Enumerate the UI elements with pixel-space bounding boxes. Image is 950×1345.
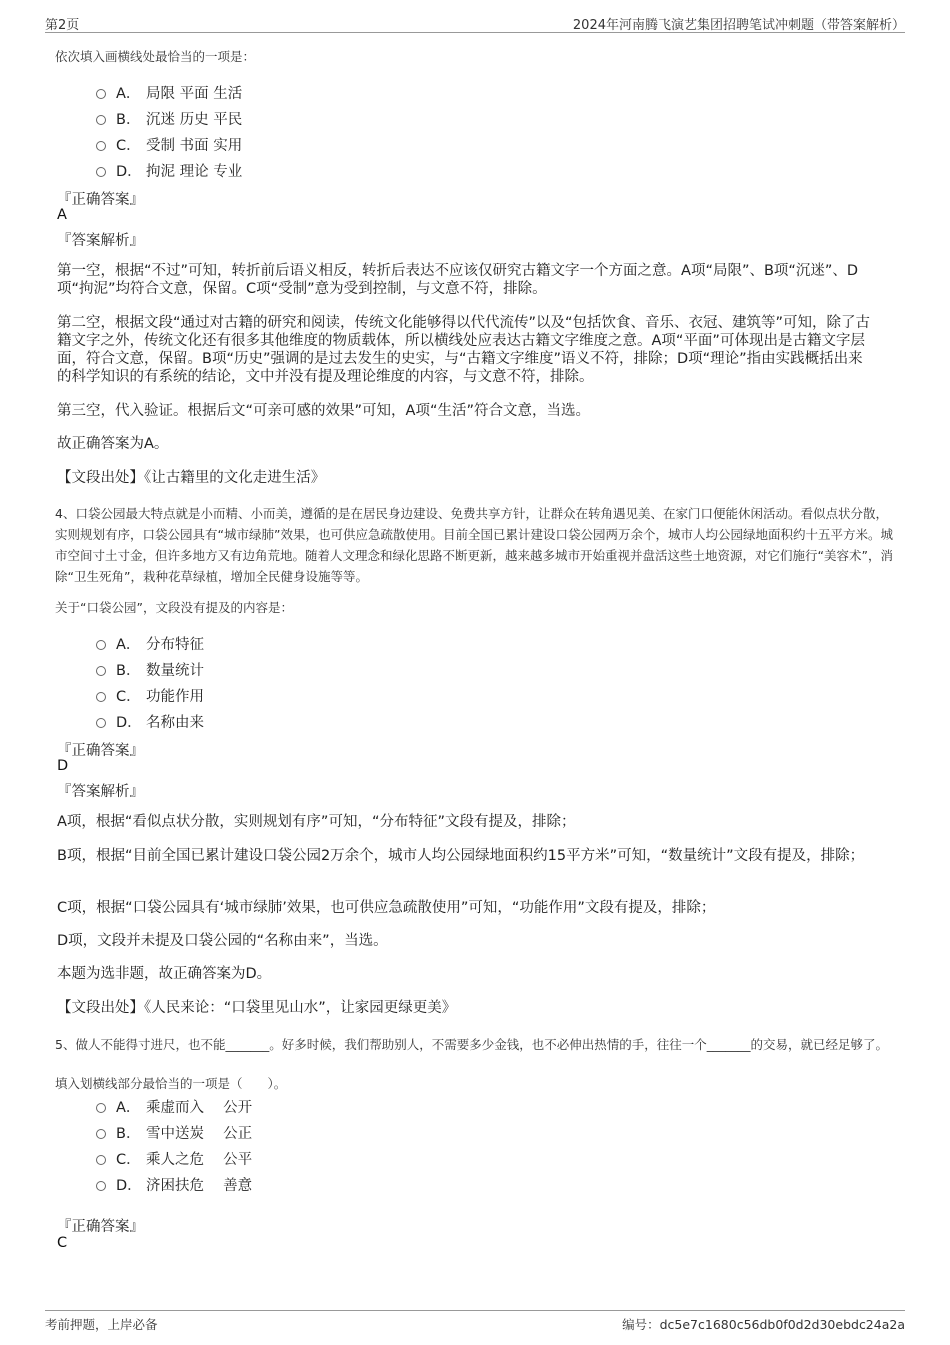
- radio-icon[interactable]: [96, 1129, 106, 1139]
- document-title: 2024年河南腾飞演艺集团招聘笔试冲刺题（带答案解析）: [572, 18, 905, 33]
- q4-option-c[interactable]: C． 功能作用: [96, 685, 204, 707]
- q3-analysis-p3: 第三空，代入验证。根据后文“可亲可感的效果”可知，A项“生活”符合文意，当选。: [57, 403, 590, 419]
- document-code: 编号：dc5e7c1680c56db0f0d2d30ebdc24a2a: [622, 1317, 905, 1332]
- radio-icon[interactable]: [96, 640, 106, 650]
- radio-icon[interactable]: [96, 1155, 106, 1165]
- radio-icon[interactable]: [96, 89, 106, 99]
- q4-passage: 4、口袋公园最大特点就是小而精、小而美，遵循的是在居民身边建设、免费共享方针，让群众在转角遇见美、在家门口便能休闲活动。看似点状分散，实则规划有序，口袋公园具有“城市绿肺”效果，也可供应急疏散使用。目前全国已累计建设口袋公园两万余个，城市人均公园绿地面积约十五平方米。城市空间寸土寸金，但许多地方又有边角荒地。随着人文理念和绿化思路不断更新，越来越多城市开始重视并盘活这些土地资源，对它们施行“美容术”，消除“卫生死角”，栽种花草绿植，增加全民健身设施等等。: [55, 506, 893, 584]
- q4-option-d[interactable]: D． 名称由来: [96, 711, 204, 733]
- radio-icon[interactable]: [96, 1103, 106, 1113]
- q4-source: 【文段出处】《人民来论：“口袋里见山水”，让家园更绿更美》: [57, 1000, 457, 1016]
- q4-answer-label: 『正确答案』: [57, 743, 144, 759]
- q4-option-a[interactable]: A． 分布特征: [96, 633, 204, 655]
- radio-icon[interactable]: [96, 692, 106, 702]
- q5-passage: 5、做人不能得寸进尺，也不能_______。好多时候，我们帮助别人，不需要多少金钱，也不必伸出热情的手，往往一个_______的交易，就已经足够了。: [55, 1037, 888, 1052]
- q4-analysis-d: D项，文段并未提及口袋公园的“名称由来”，当选。: [57, 933, 388, 949]
- q4-stem: 关于“口袋公园”，文段没有提及的内容是：: [55, 600, 293, 615]
- page-header: [45, 12, 905, 33]
- q3-option-a[interactable]: A． 局限 平面 生活: [96, 82, 242, 104]
- radio-icon[interactable]: [96, 141, 106, 151]
- q5-option-c[interactable]: C． 乘人之危 公平: [96, 1148, 252, 1170]
- q5-answer-label: 『正确答案』: [57, 1219, 144, 1235]
- q4-analysis-label: 『答案解析』: [57, 784, 144, 800]
- q3-analysis-p2: 第二空，根据文段“通过对古籍的研究和阅读，传统文化能够得以代代流传”以及“包括饮食、音乐、衣冠、建筑等”可知，除了古籍文字之外，传统文化还有很多其他维度的物质载体，所以横线处应表达古籍文字维度之意。A项“平面”可体现出是古籍文字层面，符合文意，保留。B项“历史”强调的是过去发生的史实，与“古籍文字维度”语义不符，排除；D项“理论”指由实践概括出来的科学知识的有系统的结论，文中并没有提及理论维度的内容，与文意不符，排除。: [57, 315, 871, 385]
- q4-analysis-a: A项，根据“看似点状分散，实则规划有序”可知，“分布特征”文段有提及，排除；: [57, 814, 576, 830]
- q3-source: 【文段出处】《让古籍里的文化走进生活》: [57, 470, 326, 486]
- radio-icon[interactable]: [96, 167, 106, 177]
- q5-answer: C: [57, 1235, 68, 1251]
- q3-option-d[interactable]: D． 拘泥 理论 专业: [96, 160, 242, 182]
- q3-option-b[interactable]: B． 沉迷 历史 平民: [96, 108, 242, 130]
- q3-option-c[interactable]: C． 受制 书面 实用: [96, 134, 242, 156]
- page-number: 第2页: [45, 18, 80, 33]
- q3-analysis-p4: 故正确答案为A。: [57, 436, 169, 452]
- radio-icon[interactable]: [96, 666, 106, 676]
- q5-option-b[interactable]: B． 雪中送炭 公正: [96, 1122, 252, 1144]
- q3-analysis-label: 『答案解析』: [57, 233, 144, 249]
- q4-analysis-b: B项，根据“目前全国已累计建设口袋公园2万余个，城市人均公园绿地面积约15平方米”可知，“数量统计”文段有提及，排除；: [57, 848, 865, 864]
- q3-analysis-p1: 第一空，根据“不过”可知，转折前后语义相反，转折后表达不应该仅研究古籍文字一个方面之意。A项“局限”、B项“沉迷”、D项“拘泥”均符合文意，保留。C项“受制”意为受到控制，与文意不符，排除。: [57, 263, 859, 297]
- q4-option-b[interactable]: B． 数量统计: [96, 659, 204, 681]
- q4-analysis-conclusion: 本题为选非题，故正确答案为D。: [57, 966, 272, 982]
- q4-analysis-c: C项，根据“口袋公园具有‘城市绿肺’效果，也可供应急疏散使用”可知，“功能作用”文段有提及，排除；: [57, 900, 716, 916]
- q3-stem: 依次填入画横线处最恰当的一项是：: [55, 49, 256, 64]
- page-footer: [45, 1310, 905, 1339]
- q3-answer: A: [57, 207, 67, 223]
- footer-slogan: 考前押题，上岸必备: [45, 1317, 158, 1332]
- q3-answer-label: 『正确答案』: [57, 192, 144, 208]
- q5-stem: 填入划横线部分最恰当的一项是（ ）。: [55, 1076, 287, 1091]
- q5-option-d[interactable]: D． 济困扶危 善意: [96, 1174, 252, 1196]
- radio-icon[interactable]: [96, 718, 106, 728]
- radio-icon[interactable]: [96, 115, 106, 125]
- radio-icon[interactable]: [96, 1181, 106, 1191]
- q4-answer: D: [57, 758, 69, 774]
- q5-option-a[interactable]: A． 乘虚而入 公开: [96, 1096, 252, 1118]
